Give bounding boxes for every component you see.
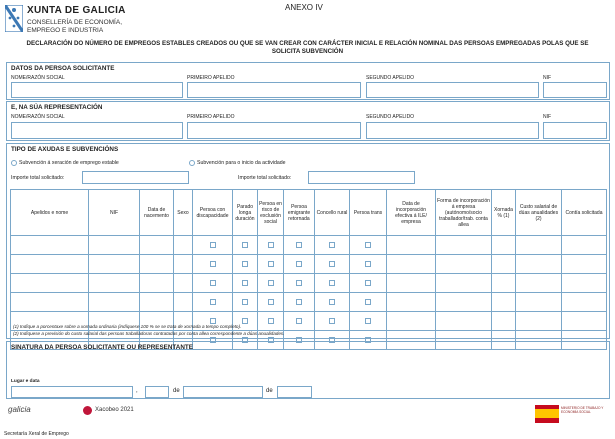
row-checkbox[interactable] [242,318,248,324]
document-title: DECLARACIÓN DO NÚMERO DE EMPREGOS ESTABLES CREADOS OU QUE SE VAN CREAR CON CARÁCTER INICIAL E RELACIÓN NOMINAL DAS PERSOAS EMPREGADAS POLAS QUE SE SOLICITA SUBVENCIÓN [26,40,589,55]
table-cell[interactable] [436,293,492,312]
table-cell [258,312,284,331]
table-cell[interactable] [89,293,140,312]
table-cell[interactable] [174,274,193,293]
table-cell [350,236,387,255]
table-cell[interactable] [436,255,492,274]
col-header: Sexo [174,190,193,236]
comma: , [136,388,138,394]
table-header-row [11,190,607,236]
table-cell [350,312,387,331]
de-label-2: de [266,388,273,394]
col-header: Concello rural [315,190,350,236]
row-checkbox[interactable] [296,280,302,286]
row-checkbox[interactable] [329,261,335,267]
signature-section [6,341,610,399]
amount2-field[interactable] [308,171,415,184]
table-cell [284,255,315,274]
table-cell [233,236,258,255]
table-cell [193,236,233,255]
row-checkbox[interactable] [365,318,371,324]
table-row [11,293,607,312]
document-header [0,0,615,40]
table-cell[interactable] [436,236,492,255]
ministry-name: MINISTERIO DE TRABAJO Y ECONOMÍA SOCIAL [561,406,604,414]
row-checkbox[interactable] [329,299,335,305]
table-cell[interactable] [11,293,89,312]
annex-label: ANEXO IV [285,3,323,12]
row-checkbox[interactable] [329,242,335,248]
row-checkbox[interactable] [268,318,274,324]
row-checkbox[interactable] [365,242,371,248]
place-field[interactable] [11,386,133,398]
representative-nif-field[interactable] [543,122,607,139]
row-checkbox[interactable] [365,261,371,267]
row-checkbox[interactable] [268,299,274,305]
col-header: Persoa en risco de exclusión social [258,190,284,236]
table-cell[interactable] [492,236,516,255]
table-cell[interactable] [562,255,607,274]
row-checkbox[interactable] [296,261,302,267]
org-name: XUNTA DE GALICIA [27,5,126,16]
row-checkbox[interactable] [210,318,216,324]
row-checkbox[interactable] [365,299,371,305]
row-checkbox[interactable] [242,299,248,305]
col-header: Apelidos e nome [11,190,89,236]
table-cell [315,236,350,255]
table-cell[interactable] [516,236,562,255]
table-cell [284,274,315,293]
radio-activity-start[interactable] [189,160,195,166]
row-checkbox[interactable] [296,318,302,324]
col-header: Custo salarial de dúas anualidades (2) [516,190,562,236]
applicant-surname1-label: PRIMEIRO APELIDO [187,75,235,81]
applicant-surname2-label: SEGUNDO APELIDO [366,75,415,81]
table-cell[interactable] [492,312,516,331]
representative-name-label: NOME/RAZÓN SOCIAL [11,114,65,120]
year-field[interactable] [277,386,312,398]
col-header: Parado longa duración [233,190,258,236]
secretaria-label: Secretaría Xeral de Emprego [4,431,69,437]
table-cell [193,274,233,293]
table-cell[interactable] [387,236,436,255]
table-cell[interactable] [562,312,607,331]
table-cell [284,312,315,331]
table-cell [284,236,315,255]
table-cell[interactable] [516,312,562,331]
applicant-nif-field[interactable] [543,82,607,98]
table-cell [193,293,233,312]
department-name: CONSELLERÍA DE ECONOMÍA, EMPREGO E INDUSTRIA [27,19,122,34]
applicant-section-title: DATOS DA PERSOA SOLICITANTE [11,65,115,72]
table-cell[interactable] [562,274,607,293]
table-cell[interactable] [140,274,174,293]
table-cell [315,293,350,312]
row-checkbox[interactable] [268,280,274,286]
spain-flag-band [535,409,559,418]
row-checkbox[interactable] [210,299,216,305]
representative-surname2-field[interactable] [366,122,539,139]
radio-activity-start-label: Subvención para o inicio da actividade [197,160,286,166]
row-checkbox[interactable] [268,261,274,267]
table-cell[interactable] [516,274,562,293]
applicant-name-field[interactable] [11,82,183,98]
col-header: Forma de incorporación á empresa (autónomo/socio traballador/trab. conta allea [436,190,492,236]
row-checkbox[interactable] [242,261,248,267]
aid-section [6,143,610,339]
row-checkbox[interactable] [210,242,216,248]
table-cell[interactable] [492,293,516,312]
de-label-1: de [173,388,180,394]
representative-nif-label: NIF [543,114,552,120]
col-header: Persoa trans [350,190,387,236]
aid-section-title: TIPO DE AXUDAS E SUBVENCIÓNS [11,146,119,153]
representative-name-field[interactable] [11,122,183,139]
footnote-2: (2) Indíquese a previsión do custo salarial das persoas traballadoras contratadas por conta allea correspondente a dúas anualidades. [13,331,285,336]
table-cell[interactable] [492,255,516,274]
table-cell[interactable] [140,255,174,274]
galicia-brand: galicia [8,405,31,414]
row-checkbox[interactable] [296,299,302,305]
table-cell[interactable] [436,274,492,293]
amount1-label: Importe total solicitado: [11,175,65,181]
radio-job-creation-label: Subvención á xeración de emprego estable [19,160,119,166]
table-cell[interactable] [436,312,492,331]
table-row [11,274,607,293]
col-header: Data de nacemento [140,190,174,236]
table-cell [350,293,387,312]
applicant-section [6,62,610,100]
xacobeo-logo-icon [83,406,92,415]
applicant-name-label: NOME/RAZÓN SOCIAL [11,75,65,81]
row-checkbox[interactable] [242,242,248,248]
applicant-surname1-field[interactable] [187,82,361,98]
col-header: NIF [89,190,140,236]
table-cell[interactable] [174,293,193,312]
table-cell[interactable] [11,274,89,293]
table-cell [284,293,315,312]
table-cell[interactable] [387,255,436,274]
table-cell [193,255,233,274]
table-cell[interactable] [174,236,193,255]
table-row [11,255,607,274]
footnote-1: (1) Indíque a porcentaxe sobre a xornada ordinaria (indíquese 100 % se se trata de xornada a tempo completo). [13,324,242,329]
col-header: Persoa con discapacidade [193,190,233,236]
table-cell [233,255,258,274]
table-cell[interactable] [492,274,516,293]
row-checkbox[interactable] [296,242,302,248]
table-cell[interactable] [11,255,89,274]
table-cell [315,255,350,274]
table-cell [258,236,284,255]
row-checkbox[interactable] [268,242,274,248]
table-cell[interactable] [11,236,89,255]
amount1-field[interactable] [82,171,189,184]
representative-section-title: E, NA SÚA REPRESENTACIÓN [11,104,103,111]
table-row [11,236,607,255]
row-checkbox[interactable] [329,318,335,324]
representative-surname2-label: SEGUNDO APELIDO [366,114,415,120]
representative-section [6,101,610,141]
table-cell [258,274,284,293]
xacobeo-label: Xacobeo 2021 [95,407,134,413]
col-header: Data de incorporación efectiva á ILE/ empresa [387,190,436,236]
table-cell[interactable] [562,293,607,312]
row-checkbox[interactable] [365,280,371,286]
table-cell[interactable] [387,293,436,312]
table-cell [315,274,350,293]
table-cell[interactable] [89,236,140,255]
table-cell[interactable] [89,274,140,293]
radio-job-creation[interactable] [11,160,17,166]
col-header: Persoa emigrante retornada [284,190,315,236]
row-checkbox[interactable] [242,280,248,286]
table-cell[interactable] [140,236,174,255]
col-header: Xornada % (1) [492,190,516,236]
table-cell[interactable] [140,293,174,312]
table-cell[interactable] [387,274,436,293]
table-cell[interactable] [174,255,193,274]
table-cell[interactable] [516,255,562,274]
day-field[interactable] [145,386,169,398]
representative-surname1-field[interactable] [187,122,361,139]
table-cell [350,274,387,293]
representative-surname1-label: PRIMEIRO APELIDO [187,114,235,120]
row-checkbox[interactable] [210,280,216,286]
table-cell [350,255,387,274]
table-cell[interactable] [516,293,562,312]
signature-section-title: SINATURA DA PERSOA SOLICITANTE OU REPRESENTANTE [11,344,193,351]
table-cell [315,312,350,331]
table-cell[interactable] [562,236,607,255]
col-header: Contía solicitada [562,190,607,236]
table-cell[interactable] [89,255,140,274]
xunta-logo-icon [5,5,23,32]
month-field[interactable] [183,386,263,398]
table-cell [258,293,284,312]
row-checkbox[interactable] [329,280,335,286]
applicant-nif-label: NIF [543,75,552,81]
amount2-label: Importe total solicitado: [238,175,292,181]
row-checkbox[interactable] [210,261,216,267]
place-date-label: Lugar e data [11,379,40,384]
table-cell[interactable] [387,312,436,331]
table-cell [233,274,258,293]
table-cell [258,255,284,274]
applicant-surname2-field[interactable] [366,82,539,98]
table-cell [233,293,258,312]
